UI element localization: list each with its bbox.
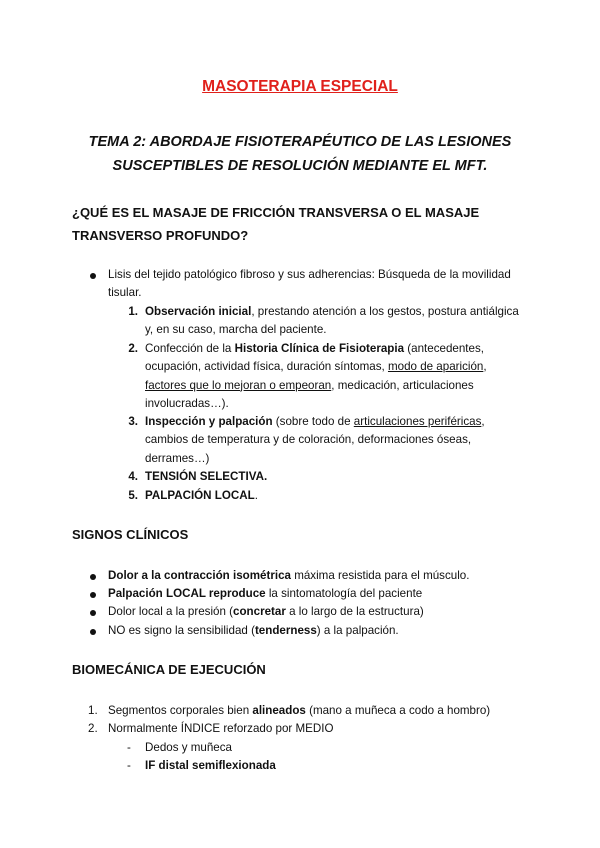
list-item-tension-selectiva — [145, 468, 555, 486]
list-item-inspeccion — [145, 413, 555, 468]
list-item-segmentos — [108, 702, 558, 720]
bullet-icon — [90, 574, 96, 580]
list-number: 2. — [88, 722, 98, 735]
item-bold-label: Historia Clínica de Fisioterapia — [234, 342, 405, 355]
bullet-icon — [90, 610, 96, 616]
section-heading-biomecanica: BIOMECÁNICA DE EJECUCIÓN — [72, 662, 266, 677]
item-text: Segmentos corporales bien — [108, 704, 253, 717]
item-text: , prestando atención a los gestos, postura antiálgica — [251, 305, 519, 318]
item-text-line-4: involucradas…). — [145, 396, 229, 410]
item-text: , — [481, 415, 485, 428]
heading-line-2: TRANSVERSO PROFUNDO? — [72, 228, 249, 243]
list-item-observacion — [145, 303, 555, 340]
section-heading-signos-clinicos: SIGNOS CLÍNICOS — [72, 527, 189, 542]
list-item — [108, 266, 558, 303]
bullet-icon — [90, 273, 96, 279]
bullet-icon — [90, 592, 96, 598]
item-bold-label: Palpación LOCAL reproduce — [108, 587, 266, 600]
list-number: 1. — [128, 305, 138, 318]
item-text: , — [483, 360, 487, 374]
item-bold-label: Dolor a la contracción isométrica — [108, 569, 291, 582]
dash-marker: - — [127, 741, 131, 754]
item-text: máxima resistida para el músculo. — [290, 569, 470, 582]
list-item — [108, 567, 558, 585]
list-item-palpacion-local — [145, 487, 555, 505]
subtitle-line-1: TEMA 2: ABORDAJE FISIOTERAPÉUTICO DE LAS LESIONES — [88, 134, 512, 150]
item-text: . — [254, 489, 258, 502]
item-text: (mano a muñeca a codo a hombro) — [305, 704, 491, 717]
list-number: 2. — [128, 342, 138, 355]
item-text: (sobre todo de — [272, 415, 354, 428]
item-bold-label: PALPACIÓN LOCAL — [145, 489, 255, 502]
item-bold-label: tenderness — [254, 624, 317, 637]
underlined-text: articulaciones periféricas — [353, 415, 482, 428]
sub-item-dedos: Dedos y muñeca — [145, 741, 232, 754]
item-text: a lo largo de la estructura) — [285, 605, 424, 618]
section-heading-friction-massage — [72, 201, 552, 247]
item-bold-label: alineados — [252, 704, 306, 717]
item-text: ) a la palpación. — [316, 624, 399, 637]
item-bold-label: concretar — [233, 605, 286, 618]
list-number: 1. — [88, 704, 98, 717]
list-item — [108, 622, 558, 640]
list-item — [108, 603, 558, 621]
heading-line-1: ¿QUÉ ES EL MASAJE DE FRICCIÓN TRANSVERSA O EL MASAJE — [72, 205, 480, 220]
item-text-line-2: cambios de temperatura y de coloración, deformaciones óseas, — [145, 433, 472, 447]
item-text: Confección de la — [145, 342, 235, 355]
item-text: (antecedentes, — [404, 342, 484, 355]
bullet-line-1: Lisis del tejido patológico fibroso y sus adherencias: Búsqueda de la movilidad — [108, 268, 511, 281]
item-bold-label: Inspección y palpación — [145, 415, 273, 428]
bullet-icon — [90, 629, 96, 635]
item-bold-label: Observación inicial — [145, 305, 252, 318]
item-text: , medicación, articulaciones — [331, 378, 474, 392]
subtitle-line-2: SUSCEPTIBLES DE RESOLUCIÓN MEDIANTE EL MFT. — [112, 158, 488, 174]
item-text: la sintomatología del paciente — [265, 587, 423, 600]
bullet-line-2: tisular. — [108, 286, 142, 300]
list-item-indice: Normalmente ÍNDICE reforzado por MEDIO — [108, 722, 334, 735]
item-text: NO es signo la sensibilidad ( — [108, 624, 255, 637]
list-number: 4. — [128, 470, 138, 483]
dash-marker: - — [127, 759, 131, 772]
list-number: 5. — [128, 489, 138, 502]
list-item-historia-clinica — [145, 340, 555, 413]
item-bold-label: TENSIÓN SELECTIVA. — [145, 470, 268, 483]
underlined-text: factores que lo mejoran o empeoran — [145, 378, 332, 392]
document-title: MASOTERAPIA ESPECIAL — [202, 78, 398, 95]
underlined-text: modo de aparición — [387, 360, 484, 374]
item-text-line-3: derrames…) — [145, 451, 210, 465]
list-item — [108, 585, 558, 603]
document-subtitle — [40, 130, 560, 178]
item-text: Dolor local a la presión ( — [108, 605, 234, 618]
item-text: ocupación, actividad física, duración síntomas, — [145, 360, 388, 374]
item-bold-label: IF distal semiflexionada — [145, 759, 276, 772]
item-text-line-2: y, en su caso, marcha del paciente. — [145, 323, 327, 337]
list-number: 3. — [128, 415, 138, 428]
sub-item-if-distal — [145, 757, 545, 775]
